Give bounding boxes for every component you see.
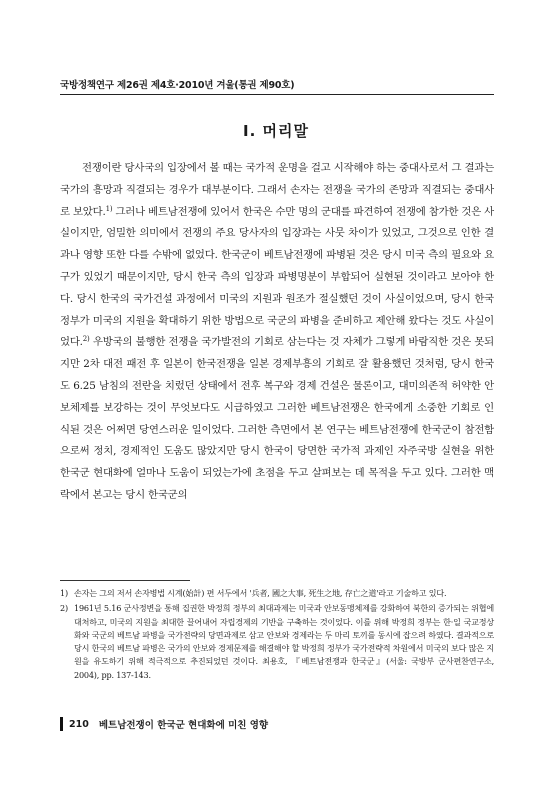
footnote (60, 587, 494, 600)
footnote-ref-2: 2) (82, 335, 90, 344)
footer-bar-mark (60, 717, 63, 731)
footnote-number: 2) (60, 603, 68, 614)
paragraph-text: 전쟁이란 당사국의 입장에서 볼 때는 국가적 운명을 걸고 시작해야 하는 중대사로서 그 결과는 국가의 흥망과 직결되는 경우가 대부분이다. 그래서 손자는 전쟁을 국가의 존망과 직결되는 중대사로 보았다. (60, 162, 494, 218)
footnote-ref-1: 1) (105, 204, 113, 213)
footnote-divider (60, 580, 190, 581)
paragraph (60, 158, 494, 507)
paragraph-text: 우방국의 불행한 전쟁을 국가발전의 기회로 삼는다는 것 자체가 그렇게 바람직한 것은 못되지만 2차 대전 패전 후 일본이 한국전쟁을 일본 경제부흥의 기회로 잘 활용했던 것처럼, 당시 한국도 6.25 남침의 전란을 치렀던 상태에서 전후 복구와 경제 건설은 물론이고, 대미의존적 허약한 안보체제를 보강하는 것이 무엇보다도 시급하였고 그러한 베트남전쟁은 한국에게 소중한 기회로 인식된 것은 어쩌면 당연스러운 일이었다. 그러한 측면에서 본 연구는 베트남전쟁에 한국군이 참전함으로써 정치, 경제적인 도움도 많았지만 당시 한국이 당면한 국가적 과제인 자주국방 실현을 위한 한국군 현대화에 얼마나 도움이 되었는가에 초점을 두고 살펴보는 데 목적을 두고 있다. 그러한 맥락에서 본고는 당시 한국군의 (60, 336, 494, 501)
journal-running-title: 국방정책연구 제26권 제4호·2010년 겨울(통권 제90호) (60, 80, 295, 91)
footnote-text: 1961년 5.16 군사정변을 통해 집권한 박정희 정부의 최대과제는 미국과 안보동맹체제를 강화하여 북한의 증가되는 위협에 대처하고, 미국의 지원을 최대한 끌어내어 자립경제의 기반을 구축하는 것이었다. 이를 위해 박정희 정부는 한·일 국교정상화와 국군의 베트남 파병을 국가전략의 당면과제로 삼고 안보와 경제라는 두 마리 토끼를 동시에 잡으려 하였다. 결과적으로 당시 한국의 베트남 파병은 국가의 안보와 경제문제를 해결해야 할 박정희 정부가 국가전략적 차원에서 미국의 보다 많은 지원을 유도하기 위해 적극적으로 추진되었던 것이다. 최용호, 『베트남전쟁과 한국군』(서울: 국방부 군사편찬연구소, 2004), pp. 137-143. (74, 603, 494, 680)
page-number: 210 (69, 718, 89, 730)
page-footer (60, 717, 268, 731)
section-title: Ⅰ. 머리말 (243, 122, 309, 140)
running-header (60, 77, 494, 95)
paragraph-text: 그러나 베트남전쟁에 있어서 한국은 수만 명의 군대를 파견하여 전쟁에 참가한 것은 사실이지만, 엄밀한 의미에서 전쟁의 주요 당사자의 입장과는 사뭇 차이가 있었고, 그것으로 인한 결과나 영향 또한 다를 수밖에 없었다. 한국군이 베트남전쟁에 파병된 것은 당시 미국 측의 필요와 요구가 있었기 때문이지만, 당시 한국 측의 입장과 파병명분이 부합되어 실현된 것이라고 보아야 한다. 당시 한국의 국가건설 과정에서 미국의 지원과 원조가 절실했던 것이 사실이었으며, 당시 한국 정부가 미국의 지원을 확대하기 위한 방법으로 국군의 파병을 준비하고 제안해 왔다는 것도 사실이었다. (60, 205, 494, 349)
body-text (60, 158, 494, 507)
article-running-title: 베트남전쟁이 한국군 현대화에 미친 영향 (98, 720, 269, 731)
footnotes (60, 587, 494, 684)
footnote-text: 손자는 그의 저서 손자병법 시계(始計) 편 서두에서 '兵者, 國之大事, 死生之地, 存亡之道'라고 기술하고 있다. (74, 588, 447, 598)
footnote (60, 602, 494, 682)
footnote-number: 1) (60, 588, 68, 598)
